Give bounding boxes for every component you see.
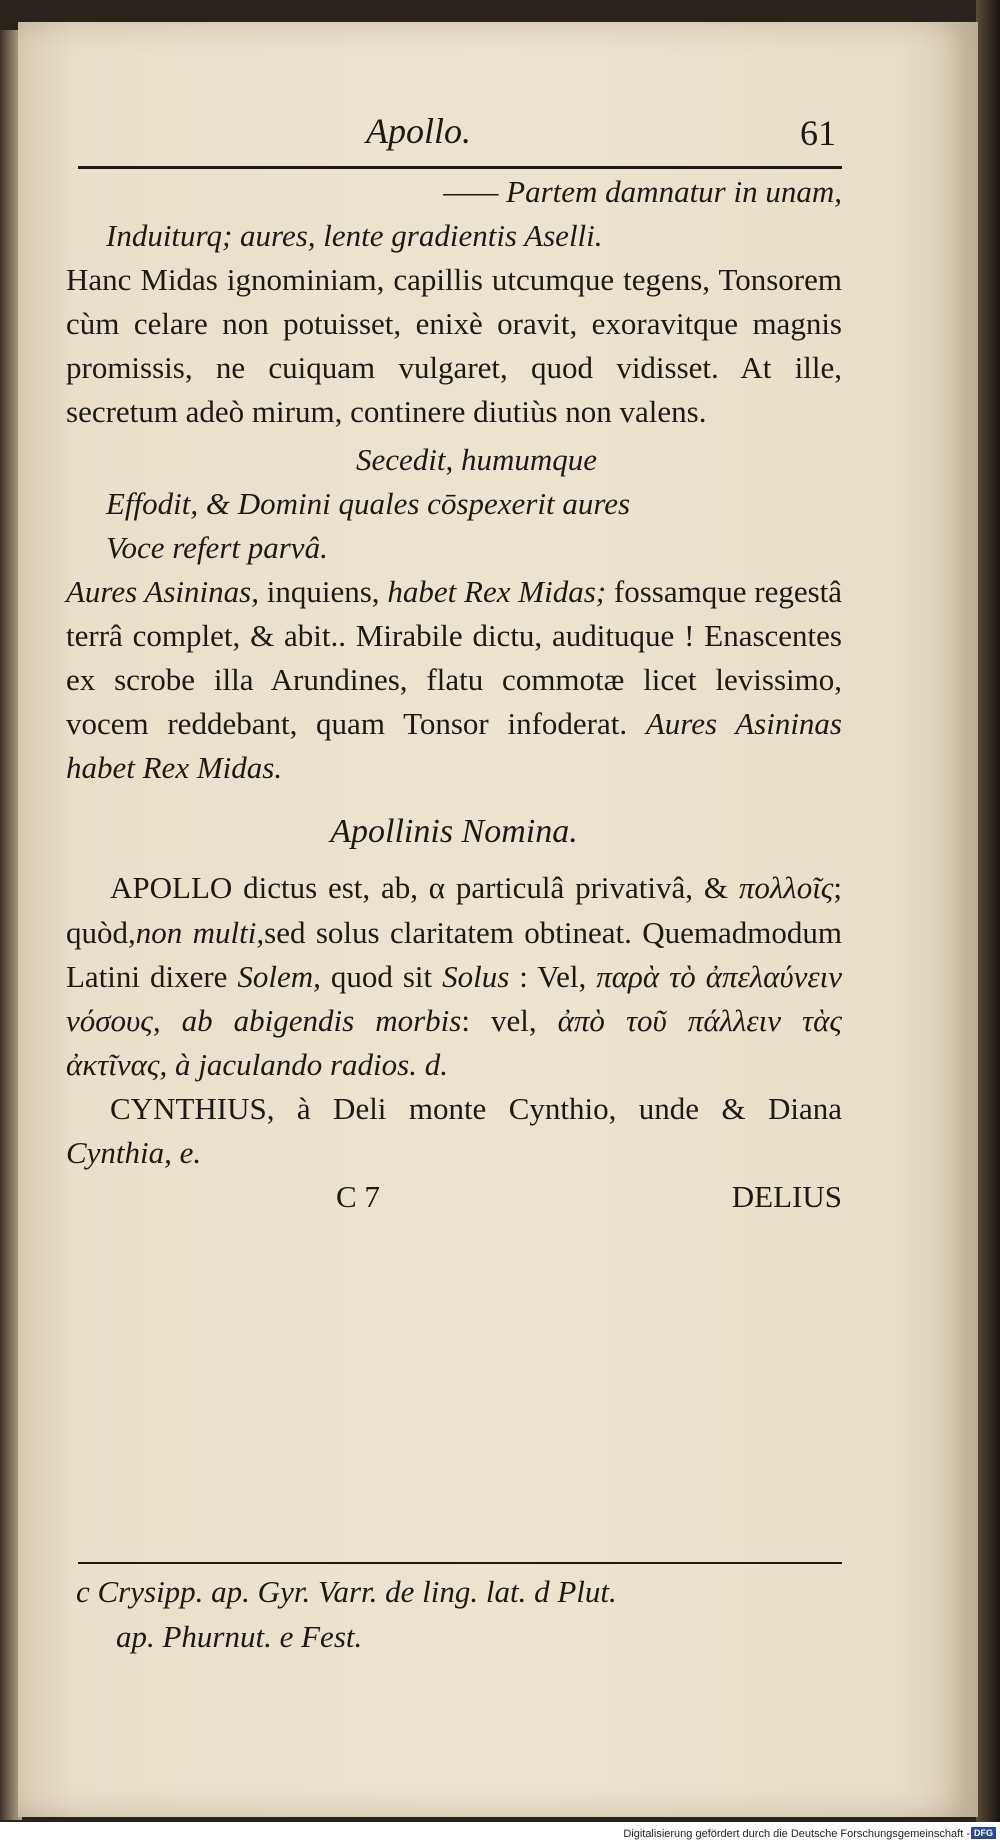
greek-text: ἀπὸ τοῦ πάλλειν τὰς ἀκτῖνας,: [66, 1002, 842, 1082]
verse-line: —— Partem damnatur in unam,: [443, 174, 842, 209]
footnote-line: c Crysipp. ap. Gyr. Varr. de ling. lat. d Plut.: [76, 1574, 617, 1609]
text-run: : Vel,: [519, 958, 587, 994]
text-run: sed solus claritatem obtineat. Quemadmodum Latini dixere: [66, 914, 843, 994]
footnote-line: ap. Phurnut. e Fest.: [116, 1618, 363, 1654]
italic-text: Solem,: [237, 958, 321, 994]
verse-line: Voce refert parvâ.: [106, 530, 328, 566]
text-run: APOLLO dictus est, ab, α particulâ privativâ, &: [110, 870, 728, 906]
page-number: 61: [800, 113, 836, 153]
text-run: inquiens,: [266, 574, 380, 610]
catch-line: [66, 1175, 842, 1219]
footnote-rule: [78, 1562, 842, 1564]
note-marker: d.: [424, 1046, 448, 1082]
header-rule: [78, 166, 842, 169]
verse-line: Effodit, & Domini quales cōspexerit aures: [106, 486, 631, 522]
dfg-logo: DFG: [971, 1827, 996, 1839]
funding-credit: Digitalisierung gefördert durch die Deutsche Forschungsgemeinschaft -: [623, 1828, 970, 1840]
greek-text: παρὰ τὸ ἀπελαύνειν νόσους,: [66, 958, 842, 1038]
paragraph: [66, 1087, 842, 1175]
section-title: Apollinis Nomina.: [330, 813, 578, 851]
signature-mark: C 7: [336, 1178, 380, 1214]
main-text: [66, 170, 842, 1219]
note-marker: , e.: [164, 1134, 202, 1170]
italic-text: non multi,: [135, 914, 265, 950]
text-run: : vel,: [461, 1002, 537, 1038]
text-run: ; quòd,: [66, 870, 843, 950]
italic-text: Cynthia: [66, 1134, 165, 1170]
italic-text: Solus: [442, 958, 510, 994]
text-run: CYNTHIUS, à Deli monte Cynthio, unde & Diana: [110, 1090, 842, 1126]
italic-text: ab abigendis morbis: [181, 1002, 462, 1038]
verse-line: Secedit, humumque: [356, 442, 598, 478]
page-header: [66, 110, 842, 160]
quote: Aures Asininas habet Rex Midas.: [66, 706, 842, 786]
paragraph: [66, 570, 842, 790]
text-run: fossamque regestâ terrâ complet, & abit.. Mirabile dictu, audituque ! Enascentes ex scrobe illa Arundines, flatu commotæ licet levissimo, vocem reddebant, quam Tonsor infoderat.: [66, 574, 843, 742]
book-spine: [976, 0, 1000, 1847]
catchword: DELIUS: [731, 1178, 842, 1214]
footnotes: [76, 1570, 846, 1660]
verse-line: Induiturq; aures, lente gradientis Aselli.: [106, 218, 603, 254]
digitization-footer: [0, 1822, 1000, 1847]
italic-text: à jaculando radios.: [174, 1046, 417, 1082]
quote: Aures Asininas,: [66, 574, 259, 610]
paragraph: Hanc Midas ignominiam, capillis utcumque tegens, Tonsorem cùm celare non potuisset, enixè oravit, exoravitque magnis promissis, ne cuiquam vulgaret, quod vidisset. At ille, secretum adeò mirum, continere diutiùs non valens.: [66, 262, 842, 430]
paragraph: [66, 866, 842, 1086]
running-head: Apollo.: [366, 111, 471, 151]
quote: habet Rex Midas;: [387, 574, 607, 610]
book-page: [18, 22, 978, 1817]
greek-text: πολλοῖς: [738, 870, 834, 906]
text-run: quod sit: [330, 958, 433, 994]
